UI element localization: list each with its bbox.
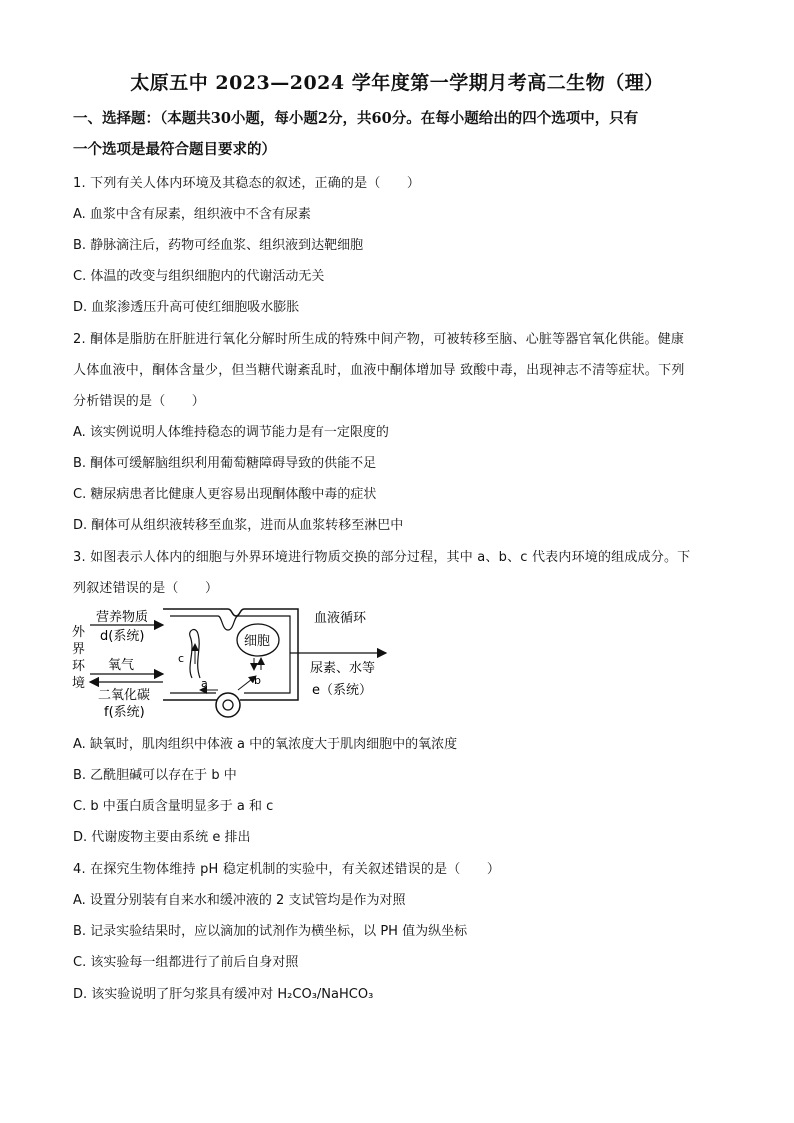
material-exchange-diagram [68, 606, 398, 722]
q4-option-b[interactable]: B. 记录实验结果时，应以滴加的试剂作为横坐标，以 PH 值为纵坐标 [73, 924, 468, 939]
label-b: b [254, 674, 261, 687]
q2-option-b[interactable]: B. 酮体可缓解脑组织利用葡萄糖障碍导致的供能不足 [73, 456, 377, 471]
q1-option-a[interactable]: A. 血浆中含有尿素，组织液中不含有尿素 [73, 207, 311, 222]
q3-stem-line2: 列叙述错误的是（ ） [73, 581, 219, 596]
q4-option-c[interactable]: C. 该实验每一组都进行了前后自身对照 [73, 955, 299, 970]
label-outside-3: 环 [72, 659, 86, 674]
q2-option-a[interactable]: A. 该实例说明人体维持稳态的调节能力是有一定限度的 [73, 425, 389, 440]
label-system-d: d(系统) [100, 629, 145, 644]
q1-option-d[interactable]: D. 血浆渗透压升高可使红细胞吸水膨胀 [73, 300, 300, 315]
q3-option-d[interactable]: D. 代谢废物主要由系统 e 排出 [73, 830, 251, 845]
label-system-e: e（系统） [312, 683, 372, 698]
q4-option-d[interactable]: D. 该实验说明了肝匀浆具有缓冲对 H₂CO₃/NaHCO₃ [73, 987, 374, 1002]
label-urea-water: 尿素、水等 [310, 661, 376, 676]
q4-option-a[interactable]: A. 设置分别装有自来水和缓冲液的 2 支试管均是作为对照 [73, 893, 406, 908]
q3-option-c[interactable]: C. b 中蛋白质含量明显多于 a 和 c [73, 799, 274, 814]
label-co2: 二氧化碳 [98, 688, 151, 703]
q3-stem-line1: 3. 如图表示人体内的细胞与外界环境进行物质交换的部分过程，其中 a、b、c 代表内环境的组成成分。下 [73, 550, 691, 565]
label-a: a [201, 677, 208, 690]
q4-stem: 4. 在探究生物体维持 pH 稳定机制的实验中，有关叙述错误的是（ ） [73, 862, 501, 877]
label-cell: 细胞 [244, 634, 271, 649]
vessel-circle [216, 693, 240, 717]
section-heading [73, 103, 723, 165]
q3-option-a[interactable]: A. 缺氧时，肌肉组织中体液 a 中的氧浓度大于肌肉细胞中的氧浓度 [73, 737, 458, 752]
q2-option-c[interactable]: C. 糖尿病患者比健康人更容易出现酮体酸中毒的症状 [73, 487, 377, 502]
section-heading-line1: 一、选择题：（本题共30小题，每小题2分，共60分。在每小题给出的四个选项中，只有 [73, 110, 639, 127]
label-oxygen: 氧气 [108, 658, 135, 673]
label-blood-circulation: 血液循环 [314, 611, 367, 626]
q2-option-d[interactable]: D. 酮体可从组织液转移至血浆，进而从血浆转移至淋巴中 [73, 518, 404, 533]
page-title: 太原五中 2023—2024 学年度第一学期月考高二生物（理） [130, 72, 664, 94]
section-heading-line2: 一个选项是最符合题目要求的） [73, 141, 276, 158]
label-nutrients: 营养物质 [96, 610, 149, 625]
q2-stem-line1: 2. 酮体是脂肪在肝脏进行氧化分解时所生成的特殊中间产物，可被转移至脑、心脏等器官氧化供能。健康 [73, 332, 685, 347]
q1-stem: 1. 下列有关人体内环境及其稳态的叙述，正确的是（ ） [73, 176, 421, 191]
q2-stem-line2: 人体血液中，酮体含量少，但当糖代谢紊乱时，血液中酮体增加导 致酸中毒，出现神志不清等症状。下列 [73, 363, 685, 378]
label-outside-2: 界 [72, 642, 86, 657]
q2-stem-line3: 分析错误的是（ ） [73, 394, 206, 409]
label-c: c [178, 652, 185, 665]
label-outside-1: 外 [72, 625, 86, 640]
label-outside-4: 境 [72, 676, 86, 691]
q1-option-c[interactable]: C. 体温的改变与组织细胞内的代谢活动无关 [73, 269, 325, 284]
q3-option-b[interactable]: B. 乙酰胆碱可以存在于 b 中 [73, 768, 237, 783]
label-system-f: f(系统) [104, 705, 145, 720]
q1-option-b[interactable]: B. 静脉滴注后，药物可经血浆、组织液到达靶细胞 [73, 238, 364, 253]
